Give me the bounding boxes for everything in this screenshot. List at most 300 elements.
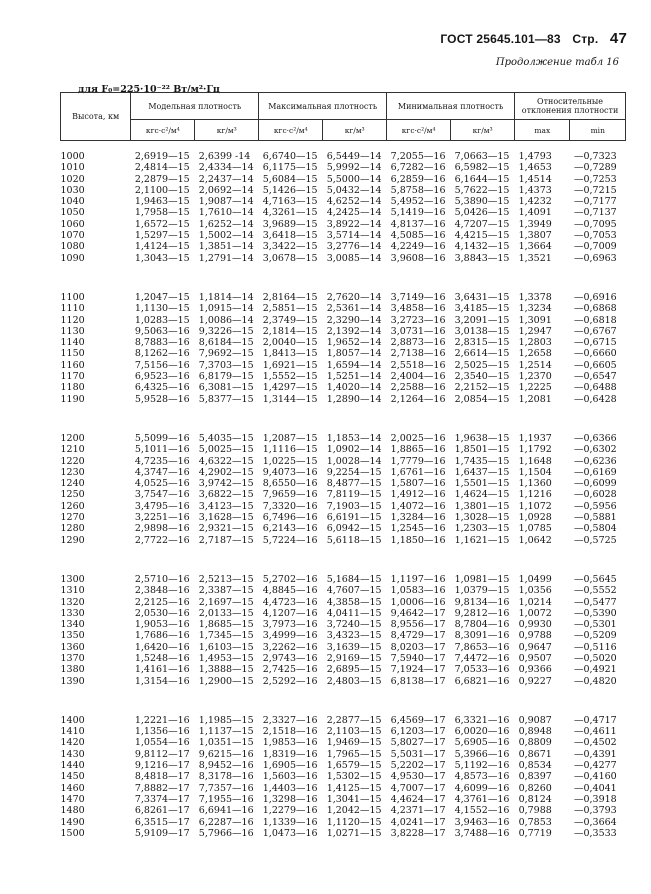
block-spacer — [61, 405, 626, 433]
max-kg-cell: 1,6594—14 — [326, 359, 382, 371]
max-kgs-cell: 2,1814—15 — [262, 325, 318, 337]
min-kgs-cell: 4,0241—17 — [390, 816, 446, 828]
table-row — [61, 478, 626, 489]
max-kg-cell: 1,9652—14 — [326, 337, 382, 349]
min-kgs-cell: 1,1850—16 — [390, 534, 446, 546]
dev-max-cell: 0,9227 — [518, 675, 552, 687]
dev-max-cell: 1,4232 — [518, 196, 552, 208]
height-cell: 1350 — [60, 630, 85, 642]
min-kgs-cell: 7,1924—17 — [390, 664, 446, 676]
dev-max-cell: 1,0642 — [518, 534, 552, 546]
dev-min-cell: —0,7053 — [573, 230, 617, 242]
dev-max-cell: 1,0499 — [518, 573, 552, 585]
min-kg-cell: 1,4624—15 — [454, 489, 510, 501]
model-kgs-cell: 2,3848—16 — [134, 585, 190, 597]
max-kgs-cell: 2,3327—16 — [262, 714, 318, 726]
max-kg-cell: 9,2254—15 — [326, 466, 382, 478]
max-kg-cell: 1,5251—14 — [326, 371, 382, 383]
min-kg-cell: 1,5501—15 — [454, 478, 510, 490]
dev-min-cell: —0,6302 — [573, 444, 617, 456]
min-kg-cell: 1,7435—15 — [454, 455, 510, 467]
table-row — [61, 597, 626, 608]
dev-min-cell: —0,5209 — [573, 630, 617, 642]
dev-min-cell: —0,4277 — [573, 760, 617, 772]
dev-max-cell: 1,3664 — [518, 241, 552, 253]
model-kgs-cell: 2,6919—15 — [134, 151, 190, 162]
max-kgs-cell: 7,9659—16 — [262, 489, 318, 501]
min-kg-cell: 2,3540—15 — [454, 371, 510, 383]
height-cell: 1290 — [60, 534, 85, 546]
min-kg-cell: 3,4185—15 — [454, 303, 510, 315]
height-cell: 1120 — [60, 314, 85, 326]
model-kg-cell: 1,1137—15 — [198, 726, 254, 738]
min-kg-cell: 2,8315—15 — [454, 337, 510, 349]
min-kg-cell: 3,6431—15 — [454, 291, 510, 303]
max-kgs-cell: 1,1116—15 — [262, 444, 318, 456]
dev-max-cell: 1,0214 — [518, 596, 552, 608]
model-kg-cell: 1,6103—15 — [198, 641, 254, 653]
height-cell: 1070 — [60, 230, 85, 242]
max-kg-cell: 1,8057—14 — [326, 348, 382, 360]
table-row — [61, 382, 626, 393]
min-kg-cell: 5,3890—15 — [454, 196, 510, 208]
table-row — [61, 512, 626, 523]
dev-min-cell: —0,6660 — [573, 348, 617, 360]
dev-min-cell: —0,6488 — [573, 382, 617, 394]
height-cell: 1160 — [60, 359, 85, 371]
dev-min-cell: —0,6236 — [573, 455, 617, 467]
table-row — [61, 737, 626, 748]
min-kg-cell: 6,6821—16 — [454, 675, 510, 687]
min-kgs-cell: 1,3284—16 — [390, 512, 446, 524]
max-kg-cell: 1,0028—14 — [326, 455, 382, 467]
dev-min-cell: —0,4391 — [573, 748, 617, 760]
max-kgs-cell: 1,0225—15 — [262, 455, 318, 467]
max-kg-cell: 5,9992—14 — [326, 162, 382, 174]
height-cell: 1370 — [60, 652, 85, 664]
height-cell: 1500 — [60, 827, 85, 839]
dev-max-cell: 1,4653 — [518, 162, 552, 174]
table-row — [61, 664, 626, 675]
table-row — [61, 185, 626, 196]
model-kg-cell: 6,8179—15 — [198, 371, 254, 383]
table-row — [61, 489, 626, 500]
dev-min-cell: —0,4160 — [573, 771, 617, 783]
min-kgs-cell: 5,4952—16 — [390, 196, 446, 208]
continuation-note: Продолжение табл 16 — [495, 57, 619, 68]
table-row — [61, 326, 626, 337]
dev-max-cell: 0,9647 — [518, 641, 552, 653]
max-kg-cell: 2,5361—14 — [326, 303, 382, 315]
max-kgs-cell: 4,3261—15 — [262, 207, 318, 219]
dev-min-cell: —0,5020 — [573, 652, 617, 664]
height-cell: 1080 — [60, 241, 85, 253]
model-kg-cell: 7,7357—16 — [198, 782, 254, 794]
dev-min-cell: —0,7177 — [573, 196, 617, 208]
max-kgs-cell: 3,4999—16 — [262, 630, 318, 642]
table-row — [61, 771, 626, 782]
dev-max-cell: 0,9366 — [518, 664, 552, 676]
model-kg-cell: 7,9692—15 — [198, 348, 254, 360]
model-kg-cell: 8,9452—16 — [198, 760, 254, 772]
dev-min-cell: —0,4041 — [573, 782, 617, 794]
min-kgs-cell: 4,8137—16 — [390, 218, 446, 230]
model-kg-cell: 7,1955—16 — [198, 793, 254, 805]
min-kgs-cell: 8,0203—17 — [390, 641, 446, 653]
max-header: max — [515, 120, 570, 141]
dev-min-cell: —0,7253 — [573, 173, 617, 185]
model-kg-cell: 8,3178—16 — [198, 771, 254, 783]
max-kgs-cell: 1,3298—16 — [262, 793, 318, 805]
table-row — [61, 715, 626, 726]
max-kg-cell: 4,0411—15 — [326, 607, 382, 619]
height-cell: 1240 — [60, 478, 85, 490]
min-kgs-cell: 3,9608—16 — [390, 252, 446, 264]
min-kgs-cell: 5,5031—17 — [390, 748, 446, 760]
dev-min-cell: —0,6028 — [573, 489, 617, 501]
min-kg-cell: 4,1552—16 — [454, 805, 510, 817]
height-cell: 1030 — [60, 184, 85, 196]
height-cell: 1230 — [60, 466, 85, 478]
model-kgs-cell: 1,7958—15 — [134, 207, 190, 219]
unit-header: кгс·с²/м⁴ — [387, 120, 451, 141]
height-cell: 1320 — [60, 596, 85, 608]
min-kgs-cell: 1,4912—16 — [390, 489, 446, 501]
height-cell: 1100 — [60, 291, 85, 303]
dev-min-cell: —0,7009 — [573, 241, 617, 253]
page-number: 47 — [609, 30, 627, 47]
dev-max-cell: 1,1216 — [518, 489, 552, 501]
unit-header: кгс·с²/м⁴ — [259, 120, 323, 141]
height-cell: 1380 — [60, 664, 85, 676]
model-kgs-cell: 6,9523—16 — [134, 371, 190, 383]
table-row — [61, 315, 626, 326]
model-kgs-cell: 9,5063—16 — [134, 325, 190, 337]
block-spacer — [61, 264, 626, 292]
height-cell: 1040 — [60, 196, 85, 208]
max-kg-cell: 1,3041—15 — [326, 793, 382, 805]
table-row — [61, 371, 626, 382]
model-kgs-cell: 7,5156—16 — [134, 359, 190, 371]
dev-min-cell: —0,3664 — [573, 816, 617, 828]
max-kgs-cell: 5,2702—16 — [262, 573, 318, 585]
model-kgs-cell: 1,5297—15 — [134, 230, 190, 242]
max-kg-cell: 3,0085—14 — [326, 252, 382, 264]
max-kgs-cell: 2,9743—16 — [262, 652, 318, 664]
min-kg-cell: 6,0020—16 — [454, 726, 510, 738]
model-kgs-cell: 7,8882—17 — [134, 782, 190, 794]
height-cell: 1310 — [60, 585, 85, 597]
dev-max-cell: 1,1504 — [518, 466, 552, 478]
dev-min-cell: —0,5477 — [573, 596, 617, 608]
min-kgs-cell: 8,9556—17 — [390, 619, 446, 631]
min-kg-cell: 1,1621—15 — [454, 534, 510, 546]
dev-min-cell: —0,4820 — [573, 675, 617, 687]
model-kg-cell: 1,1985—15 — [198, 714, 254, 726]
dev-max-cell: 1,2225 — [518, 382, 552, 394]
height-cell: 1110 — [60, 303, 85, 315]
model-kgs-cell: 4,0525—16 — [134, 478, 190, 490]
max-kg-cell: 3,7240—15 — [326, 619, 382, 631]
dev-max-cell: 1,4793 — [518, 151, 552, 162]
model-kgs-cell: 8,4818—17 — [134, 771, 190, 783]
max-kg-cell: 1,4020—14 — [326, 382, 382, 394]
height-cell: 1340 — [60, 619, 85, 631]
max-kg-cell: 6,5449—14 — [326, 151, 382, 162]
max-kgs-cell: 1,9853—16 — [262, 737, 318, 749]
min-kgs-cell: 8,4729—17 — [390, 630, 446, 642]
max-kg-cell: 5,6118—15 — [326, 534, 382, 546]
min-header: min — [570, 120, 626, 141]
dev-max-cell: 1,1937 — [518, 432, 552, 444]
page-header — [432, 30, 627, 47]
model-kgs-cell: 2,2125—16 — [134, 596, 190, 608]
min-kgs-cell: 5,8027—17 — [390, 737, 446, 749]
dev-max-cell: 0,7719 — [518, 827, 552, 839]
dev-min-cell: —0,3793 — [573, 805, 617, 817]
model-kgs-cell: 4,7235—16 — [134, 455, 190, 467]
dev-max-cell: 1,3091 — [518, 314, 552, 326]
max-kgs-cell: 3,3422—15 — [262, 241, 318, 253]
max-kg-cell: 1,6579—15 — [326, 760, 382, 772]
min-kg-cell: 5,1192—16 — [454, 760, 510, 772]
height-cell: 1260 — [60, 500, 85, 512]
model-kgs-cell: 4,3747—16 — [134, 466, 190, 478]
min-kgs-cell: 6,2859—16 — [390, 173, 446, 185]
max-kgs-cell: 4,4723—16 — [262, 596, 318, 608]
model-kgs-cell: 9,1216—17 — [134, 760, 190, 772]
max-kg-cell: 2,4803—15 — [326, 675, 382, 687]
min-kg-cell: 6,5982—15 — [454, 162, 510, 174]
max-kgs-cell: 1,4403—16 — [262, 782, 318, 794]
min-kg-cell: 7,8653—16 — [454, 641, 510, 653]
min-kg-cell: 3,8843—15 — [454, 252, 510, 264]
table-row — [61, 241, 626, 252]
max-kg-cell: 2,3290—14 — [326, 314, 382, 326]
max-kgs-cell: 6,1175—15 — [262, 162, 318, 174]
model-kgs-cell: 5,9109—17 — [134, 827, 190, 839]
max-kgs-cell: 3,9689—15 — [262, 218, 318, 230]
table-row — [61, 619, 626, 630]
dev-max-cell: 1,1648 — [518, 455, 552, 467]
model-kg-cell: 1,8685—15 — [198, 619, 254, 631]
max-kgs-cell: 1,1339—16 — [262, 816, 318, 828]
max-kgs-cell: 4,8845—16 — [262, 585, 318, 597]
dev-max-cell: 0,9087 — [518, 714, 552, 726]
max-kgs-cell: 2,8164—15 — [262, 291, 318, 303]
max-kg-cell: 3,8922—14 — [326, 218, 382, 230]
dev-max-cell: 1,2370 — [518, 371, 552, 383]
model-kg-cell: 1,7610—14 — [198, 207, 254, 219]
table-row — [61, 794, 626, 805]
dev-max-cell: 1,0356 — [518, 585, 552, 597]
min-kg-cell: 9,8134—16 — [454, 596, 510, 608]
max-kgs-cell: 7,3320—16 — [262, 500, 318, 512]
model-kg-cell: 6,2287—16 — [198, 816, 254, 828]
model-kgs-cell: 3,7547—16 — [134, 489, 190, 501]
height-cell: 1480 — [60, 805, 85, 817]
height-cell: 1010 — [60, 162, 85, 174]
min-kg-cell: 4,7207—15 — [454, 218, 510, 230]
min-kgs-cell: 4,4624—17 — [390, 793, 446, 805]
model-kg-cell: 9,3226—15 — [198, 325, 254, 337]
table-row — [61, 162, 626, 173]
min-kg-cell: 7,0533—16 — [454, 664, 510, 676]
height-cell: 1140 — [60, 337, 85, 349]
max-kg-cell: 1,1853—14 — [326, 432, 382, 444]
min-kg-cell: 8,3091—16 — [454, 630, 510, 642]
dev-min-cell: —0,4717 — [573, 714, 617, 726]
table-row — [61, 253, 626, 264]
dev-max-cell: 1,0785 — [518, 523, 552, 535]
table-row — [61, 196, 626, 207]
height-cell: 1280 — [60, 523, 85, 535]
max-kg-cell: 1,2042—15 — [326, 805, 382, 817]
table-row — [61, 630, 626, 641]
block-spacer — [61, 141, 626, 152]
dev-min-cell: —0,7215 — [573, 184, 617, 196]
model-kg-cell: 5,0025—15 — [198, 444, 254, 456]
min-kgs-cell: 5,1419—16 — [390, 207, 446, 219]
table-header — [61, 93, 626, 141]
min-kgs-cell: 1,5807—16 — [390, 478, 446, 490]
min-kgs-cell: 4,5085—16 — [390, 230, 446, 242]
dev-max-cell: 0,8397 — [518, 771, 552, 783]
max-kgs-cell: 2,1518—16 — [262, 726, 318, 738]
model-kgs-cell: 3,4795—16 — [134, 500, 190, 512]
model-kgs-cell: 1,3043—15 — [134, 252, 190, 264]
dev-min-cell: —0,5390 — [573, 607, 617, 619]
dev-max-cell: 0,7988 — [518, 805, 552, 817]
model-kg-cell: 6,3081—15 — [198, 382, 254, 394]
max-kg-cell: 7,8119—15 — [326, 489, 382, 501]
min-kg-cell: 1,9638—15 — [454, 432, 510, 444]
height-cell: 1440 — [60, 760, 85, 772]
height-cell: 1450 — [60, 771, 85, 783]
min-kg-cell: 9,2812—16 — [454, 607, 510, 619]
dev-min-cell: —0,6169 — [573, 466, 617, 478]
height-cell: 1090 — [60, 252, 85, 264]
max-kgs-cell: 3,0678—15 — [262, 252, 318, 264]
unit-header: кг/м³ — [451, 120, 515, 141]
dev-max-cell: 1,2658 — [518, 348, 552, 360]
min-kgs-cell: 1,7779—16 — [390, 455, 446, 467]
table-row — [61, 360, 626, 371]
dev-max-cell: 0,8809 — [518, 737, 552, 749]
dev-min-cell: —0,6868 — [573, 303, 617, 315]
dev-max-cell: 1,0928 — [518, 512, 552, 524]
max-kgs-cell: 1,8319—16 — [262, 748, 318, 760]
table-row — [61, 394, 626, 405]
model-kgs-cell: 5,1011—16 — [134, 444, 190, 456]
group-min-density: Минимальная плотность — [387, 93, 515, 120]
min-kgs-cell: 4,9530—17 — [390, 771, 446, 783]
dev-max-cell: 0,8260 — [518, 782, 552, 794]
model-kgs-cell: 6,8261—17 — [134, 805, 190, 817]
max-kgs-cell: 9,4073—16 — [262, 466, 318, 478]
model-kgs-cell: 1,2221—16 — [134, 714, 190, 726]
dev-min-cell: —0,4921 — [573, 664, 617, 676]
table-row — [61, 174, 626, 185]
max-kgs-cell: 1,5552—15 — [262, 371, 318, 383]
model-kgs-cell: 6,4325—16 — [134, 382, 190, 394]
model-kgs-cell: 1,1356—16 — [134, 726, 190, 738]
max-kgs-cell: 3,7973—16 — [262, 619, 318, 631]
model-kg-cell: 1,0351—15 — [198, 737, 254, 749]
table-row — [61, 207, 626, 218]
dev-max-cell: 0,9507 — [518, 652, 552, 664]
model-kgs-cell: 2,1100—15 — [134, 184, 190, 196]
dev-min-cell: —0,6366 — [573, 432, 617, 444]
group-relative-deviation: Относительные отклонения плотности — [515, 93, 626, 120]
model-kg-cell: 1,5002—14 — [198, 230, 254, 242]
dev-min-cell: —0,5301 — [573, 619, 617, 631]
max-kg-cell: 5,1684—15 — [326, 573, 382, 585]
model-kgs-cell: 1,4161—16 — [134, 664, 190, 676]
height-cell: 1250 — [60, 489, 85, 501]
dev-max-cell: 1,4373 — [518, 184, 552, 196]
max-kg-cell: 1,0271—15 — [326, 827, 382, 839]
max-kg-cell: 4,6252—14 — [326, 196, 382, 208]
max-kgs-cell: 1,5603—16 — [262, 771, 318, 783]
model-kg-cell: 1,0915—14 — [198, 303, 254, 315]
model-kg-cell: 2,5213—15 — [198, 573, 254, 585]
min-kgs-cell: 7,5940—17 — [390, 652, 446, 664]
model-kgs-cell: 7,3374—17 — [134, 793, 190, 805]
height-cell: 1210 — [60, 444, 85, 456]
min-kg-cell: 2,6614—15 — [454, 348, 510, 360]
block-spacer — [61, 687, 626, 715]
min-kgs-cell: 2,4004—16 — [390, 371, 446, 383]
min-kgs-cell: 3,7149—16 — [390, 291, 446, 303]
min-kgs-cell: 3,4858—16 — [390, 303, 446, 315]
table-body — [61, 141, 626, 840]
min-kg-cell: 4,3761—16 — [454, 793, 510, 805]
table-row — [61, 230, 626, 241]
model-kgs-cell: 3,2251—16 — [134, 512, 190, 524]
height-cell: 1060 — [60, 218, 85, 230]
min-kg-cell: 8,7804—16 — [454, 619, 510, 631]
model-kgs-cell: 8,7883—16 — [134, 337, 190, 349]
dev-min-cell: —0,5956 — [573, 500, 617, 512]
model-kg-cell: 2,1697—15 — [198, 596, 254, 608]
table-row — [61, 585, 626, 596]
min-kg-cell: 7,0663—15 — [454, 151, 510, 162]
min-kgs-cell: 7,2055—16 — [390, 151, 446, 162]
table-row — [61, 348, 626, 359]
min-kgs-cell: 4,2249—16 — [390, 241, 446, 253]
model-kg-cell: 2,0692—14 — [198, 184, 254, 196]
model-kgs-cell: 2,7722—16 — [134, 534, 190, 546]
dev-min-cell: —0,5725 — [573, 534, 617, 546]
min-kg-cell: 4,1432—15 — [454, 241, 510, 253]
model-kgs-cell: 1,5248—16 — [134, 652, 190, 664]
model-kg-cell: 3,1628—15 — [198, 512, 254, 524]
table-row — [61, 151, 626, 162]
model-kgs-cell: 8,1262—16 — [134, 348, 190, 360]
dev-min-cell: —0,5552 — [573, 585, 617, 597]
max-kg-cell: 2,1103—15 — [326, 726, 382, 738]
min-kgs-cell: 9,4642—17 — [390, 607, 446, 619]
max-kg-cell: 1,0902—14 — [326, 444, 382, 456]
model-kg-cell: 2,7187—15 — [198, 534, 254, 546]
min-kg-cell: 1,0379—15 — [454, 585, 510, 597]
dev-min-cell: —0,3918 — [573, 793, 617, 805]
dev-max-cell: 1,1360 — [518, 478, 552, 490]
table-row — [61, 535, 626, 546]
dev-min-cell: —0,4611 — [573, 726, 617, 738]
max-kg-cell: 1,5302—15 — [326, 771, 382, 783]
